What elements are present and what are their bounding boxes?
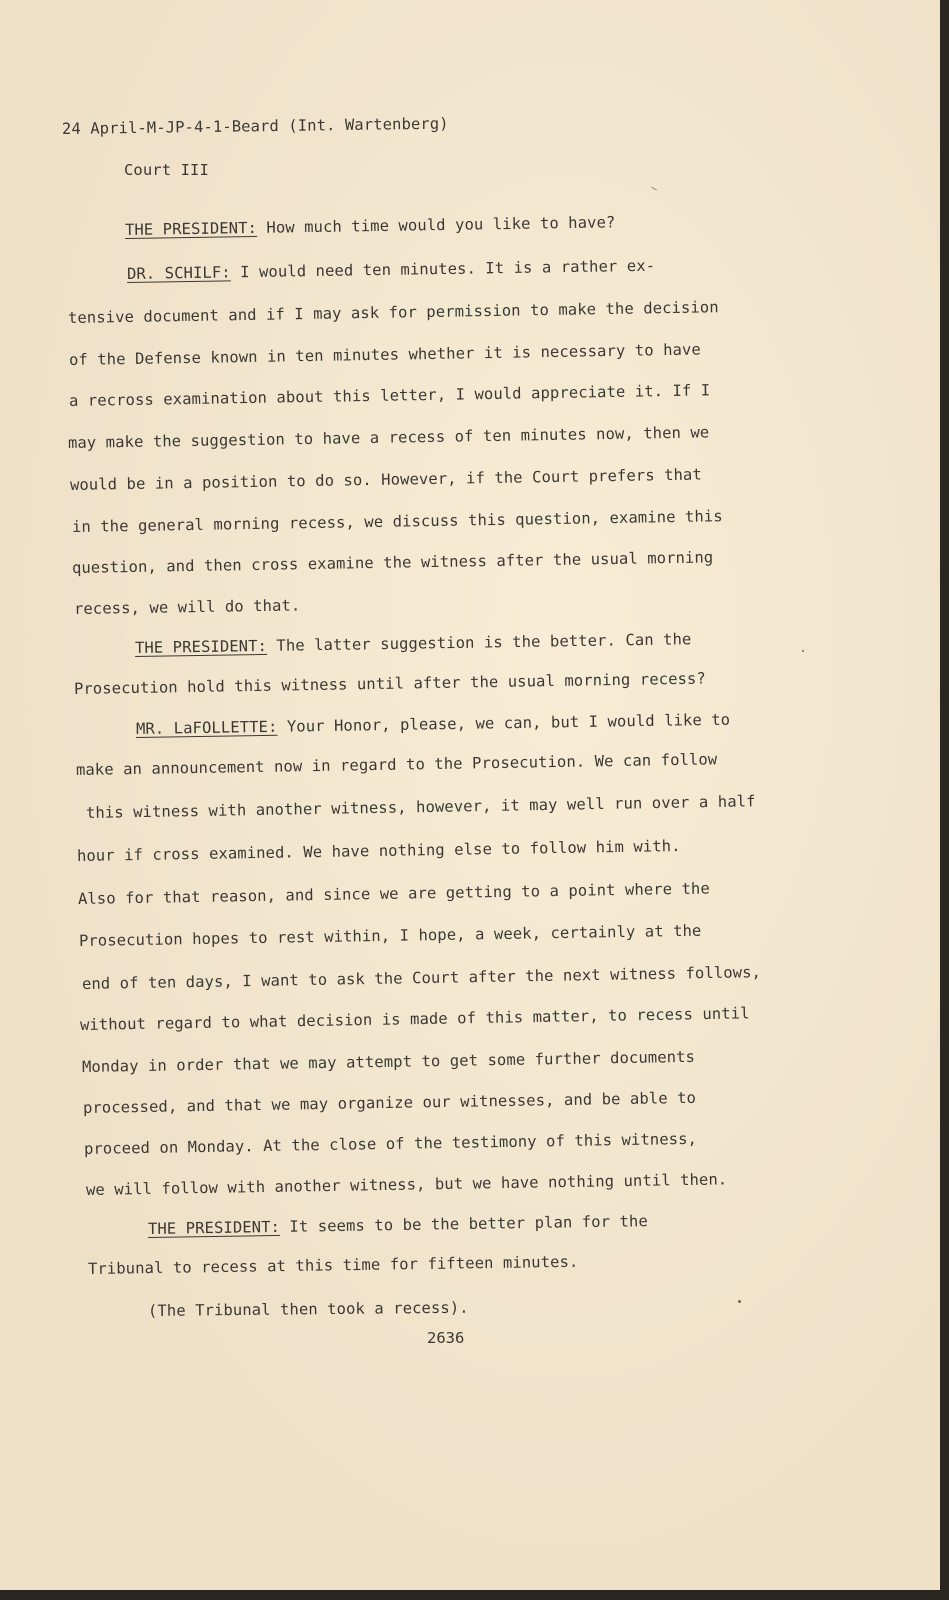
transcript-line: this witness with another witness, however, it may well run over a half — [85, 792, 756, 822]
transcript-line: Prosecution hopes to rest within, I hope, a week, certainly at the — [78, 921, 702, 950]
transcript-line: question, and then cross examine the witness after the usual morning — [71, 548, 714, 577]
transcript-line: proceed on Monday. At the close of the testimony of this witness, — [83, 1129, 698, 1158]
speaker-label: MR. LaFOLLETTE: — [135, 717, 278, 738]
transcript-line: without regard to what decision is made of this matter, to recess until — [79, 1004, 750, 1034]
speaker-label: DR. SCHILF: — [126, 263, 231, 283]
transcript-line: end of ten days, I want to ask the Court after the next witness follows, — [81, 963, 762, 993]
transcript-line: (The Tribunal then took a recess). — [147, 1298, 469, 1320]
transcript-line: hour if cross examined. We have nothing else to follow him with. — [76, 836, 681, 865]
transcript-line: would be in a position to do so. However, if the Court prefers that — [69, 465, 702, 494]
transcript-line — [126, 256, 656, 283]
paper-speck — [802, 650, 804, 652]
transcript-line: may make the suggestion to have a recess of ten minutes now, then we — [67, 423, 710, 452]
transcript-line: make an announcement now in regard to the Prosecution. We can follow — [75, 750, 718, 779]
transcript-line: recess, we will do that. — [73, 596, 301, 618]
header-line: 24 April-M-JP-4-1-Beard (Int. Wartenberg) — [61, 114, 449, 138]
transcript-line: processed, and that we may organize our witnesses, and be able to — [82, 1088, 697, 1117]
transcript-line: Monday in order that we may attempt to get some further documents — [81, 1047, 696, 1076]
line-text: How much time would you like to have? — [256, 213, 616, 237]
paper-speck — [738, 1300, 741, 1303]
line-text: Your Honor, please, we can, but I would like to — [277, 710, 731, 736]
transcript-line: Also for that reason, and since we are getting to a point where the — [77, 879, 710, 908]
court-label: Court III — [124, 161, 209, 179]
line-text: It seems to be the better plan for the — [279, 1212, 648, 1236]
transcript-line: a recross examination about this letter, I would appreciate it. If I — [68, 381, 711, 410]
transcript-line — [125, 215, 616, 238]
transcript-line: in the general morning recess, we discuss this question, examine this — [71, 507, 723, 536]
speaker-label: THE PRESIDENT: — [124, 218, 258, 239]
paper-speck — [651, 187, 657, 191]
line-text: The latter suggestion is the better. Can the — [266, 630, 692, 655]
page-number: 2636 — [427, 1329, 465, 1347]
transcript-line: tensive document and if I may ask for permission to make the decision — [67, 298, 719, 327]
transcript-line: Tribunal to recess at this time for fifteen minutes. — [87, 1252, 579, 1278]
speaker-label: THE PRESIDENT: — [134, 636, 268, 657]
transcript-line — [135, 632, 692, 656]
speaker-label: THE PRESIDENT: — [147, 1217, 281, 1238]
transcript-line — [148, 1214, 648, 1237]
transcript-line: Prosecution hold this witness until after the usual morning recess? — [73, 669, 706, 698]
line-text: I would need ten minutes. It is a rather ex- — [230, 256, 656, 282]
transcript-line: of the Defense known in ten minutes whether it is necessary to have — [68, 340, 701, 369]
transcript-line — [135, 710, 731, 738]
transcript-line: we will follow with another witness, but we have nothing until then. — [85, 1170, 728, 1199]
